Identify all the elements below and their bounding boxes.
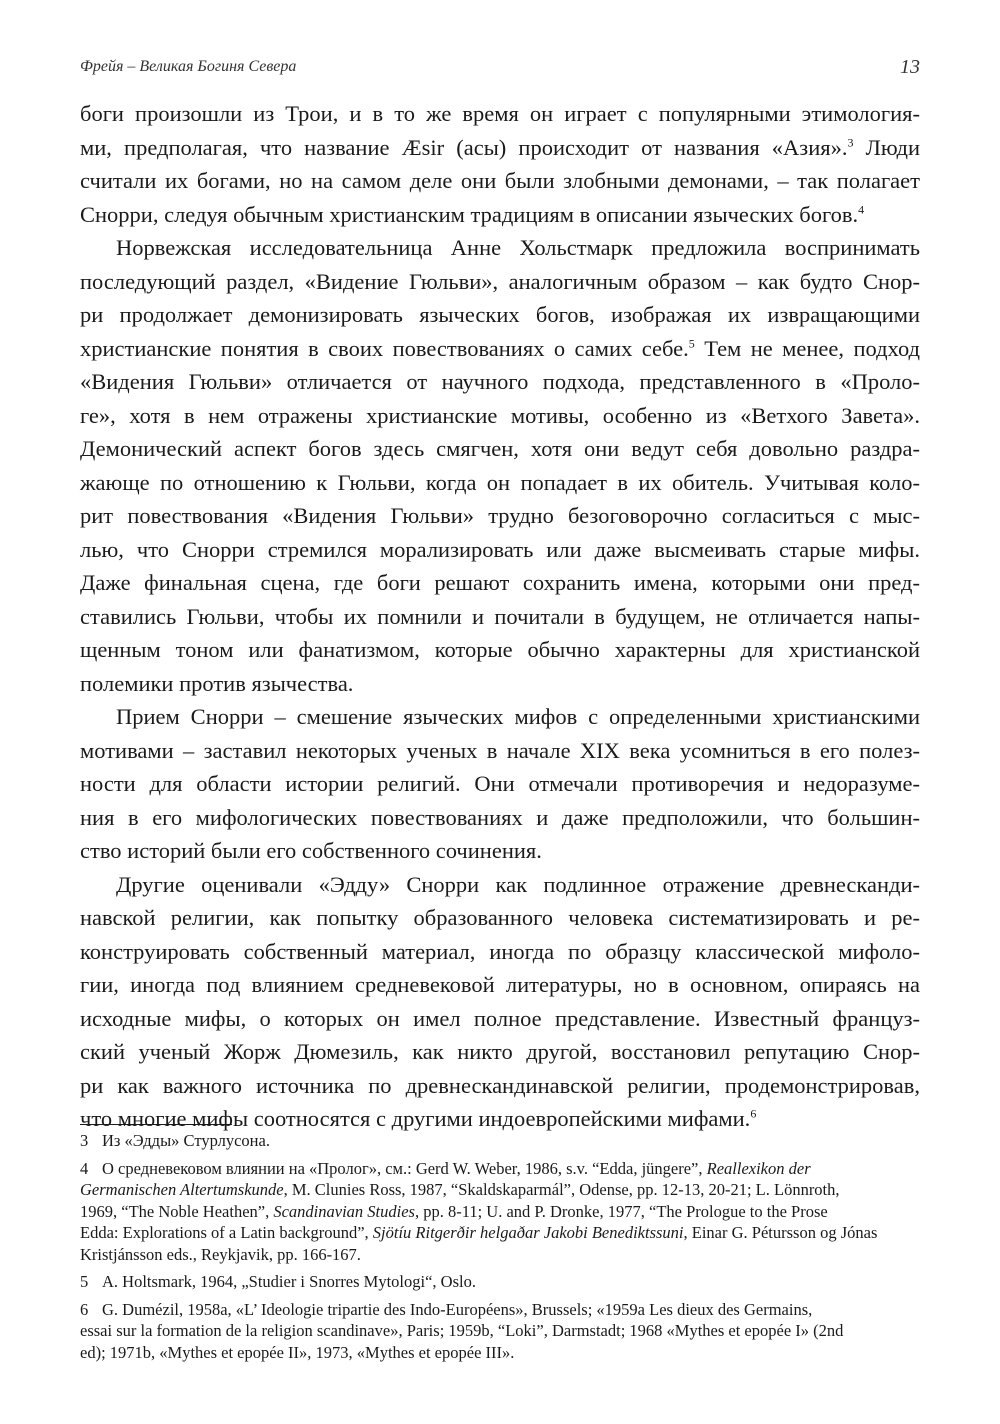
footnote-ref-6[interactable]: 6: [750, 1106, 757, 1121]
text-line: навской религии, как попытку образованного человека систематизировать и ре-: [80, 905, 920, 930]
paragraph-2: [80, 231, 920, 700]
text-line: Другие оценивали «Эдду» Снорри как подлинное отражение древнесканди-: [116, 871, 920, 897]
footnote-number: 6: [80, 1299, 89, 1319]
footnote-separator: [80, 1124, 232, 1125]
text-line: что многие мифы соотносятся с другими индоевропейскими мифами.$^6$: [80, 1106, 757, 1131]
footnote-6: 6 G. Dumézil, 1958a, «L’ Ideologie tripartie des Indo-Européens», Brussels; «1959a Les dieux des Germains, essai sur la formation de la religion scandinave», Paris; 1959b, “Loki”, Darmstadt; 1968 «Mythes et epopée I» (2nd ed); 1971b, «Mythes et epopée II», 1973, «Mythes et epopée III».: [80, 1299, 844, 1362]
text-line: ности для области истории религий. Они отмечали противоречия и недоразуме-: [80, 771, 920, 796]
text-line: ми, предполагая, что название Æsir (асы) происходит от названия «Азия».$^3$ Люди: [80, 134, 921, 160]
footnote-ref-3[interactable]: 3: [847, 135, 854, 149]
running-title: Фрейя – Великая Богиня Севера: [80, 58, 297, 75]
footnote-3: [80, 1130, 920, 1152]
text-line: полемики против язычества.: [80, 670, 354, 696]
text-line: щенным тоном или фанатизмом, которые обычно характерны для христианской: [80, 637, 920, 662]
footnote-ref-5[interactable]: 5: [688, 336, 695, 350]
text-line: лью, что Снорри стремился морализировать или даже высмеивать старые мифы.: [80, 536, 920, 562]
footnote-text: A. Holtsmark, 1964, „Studier i Snorres Mytologi“, Oslo.: [102, 1272, 476, 1291]
running-header: [80, 58, 920, 82]
footnote-number: 3: [80, 1131, 89, 1150]
text-line: гии, иногда под влиянием средневековой литературы, но в основном, опираясь на: [80, 972, 920, 997]
paragraph-4: [80, 868, 920, 1136]
text-line: Демонический аспект богов здесь смягчен, хотя они ведут себя довольно раздра-: [80, 436, 920, 461]
text-line: ставились Гюльви, чтобы их помнили и почитали в будущем, не отличается напы-: [80, 603, 920, 629]
text-line: Норвежская исследовательница Анне Хольстмарк предложила воспринимать: [116, 235, 920, 260]
text-line: Даже финальная сцена, где боги решают сохранить имена, которыми они пред-: [80, 570, 920, 595]
text-line: ри как важного источника по древнескандинавской религии, продемонстрировав,: [80, 1072, 920, 1098]
footnote-number: 5: [80, 1272, 89, 1291]
footnotes: [80, 1130, 920, 1369]
paragraph-1: [80, 97, 920, 231]
paragraph-3: [80, 700, 920, 868]
text-line: ский ученый Жорж Дюмезиль, как никто другой, восстановил репутацию Снор-: [80, 1039, 920, 1064]
footnote-ref-4[interactable]: 4: [858, 202, 865, 216]
text-line: последующий раздел, «Видение Гюльви», аналогичным образом – как будто Снор-: [80, 268, 920, 294]
page-number: 13: [900, 56, 920, 78]
text-line: боги произошли из Трои, и в то же время он играет с популярными этимология-: [80, 101, 920, 126]
footnote-text: Из «Эдды» Стурлусона.: [102, 1131, 270, 1150]
text-line: исходные мифы, о которых он имел полное представление. Известный француз-: [80, 1005, 920, 1031]
text-line: христианские понятия в своих повествованиях о самих себе.$^5$ Тем не менее, подход: [80, 335, 920, 361]
text-line: «Видения Гюльви» отличается от научного подхода, представленного в «Проло-: [80, 369, 920, 394]
text-line: жающе по отношению к Гюльви, когда он попадает в их обитель. Учитывая коло-: [80, 469, 920, 495]
text-line: ге», хотя в нем отражены христианские мотивы, особенно из «Ветхого Завета».: [80, 402, 920, 428]
footnote-5: [80, 1271, 920, 1293]
text-line: конструировать собственный материал, иногда по образцу классической мифоло-: [80, 938, 920, 964]
text-line: ство историй были его собственного сочинения.: [80, 838, 542, 863]
body-text: [80, 97, 920, 1136]
text-line: ния в его мифологических повествованиях и даже предположили, что большин-: [80, 804, 920, 830]
text-line: ри продолжает демонизировать языческих богов, изображая их извращающими: [80, 302, 920, 327]
text-line: Снорри, следуя обычным христианским традициям в описании языческих богов.$^4$: [80, 201, 865, 227]
text-line: Прием Снорри – смешение языческих мифов с определенными христианскими: [116, 704, 920, 729]
footnote-number: 4: [80, 1158, 89, 1178]
footnote-4: 4 О средневековом влиянии на «Пролог», см.: Gerd W. Weber, 1986, s.v. “Edda, jüngere”, Reallexikon der Germanischen Altertumskunde, M. Clunies Ross, 1987, “Skaldskaparmál”, Odense, pp. 12-13, 20-21; L. Lönnroth, 1969, “The Noble Heathen”, Scandinavian Studies, pp. 8-11; U. and P. Dronke, 1977, “The Prologue to the Prose Edda: Explorations of a Latin background”, Sjötíu Ritgerðir helgaðar Jakobi Benediktssuni, Einar G. Pétursson og Jónas Kristjánsson eds., Reykjavik, pp. 166-167.: [80, 1158, 878, 1264]
text-line: мотивами – заставил некоторых ученых в начале XIX века усомниться в его полез-: [80, 737, 920, 763]
text-line: рит повествования «Видения Гюльви» трудно безоговорочно согласиться с мыс-: [80, 503, 920, 528]
text-line: считали их богами, но на самом деле они были злобными демонами, – так полагает: [80, 168, 920, 193]
